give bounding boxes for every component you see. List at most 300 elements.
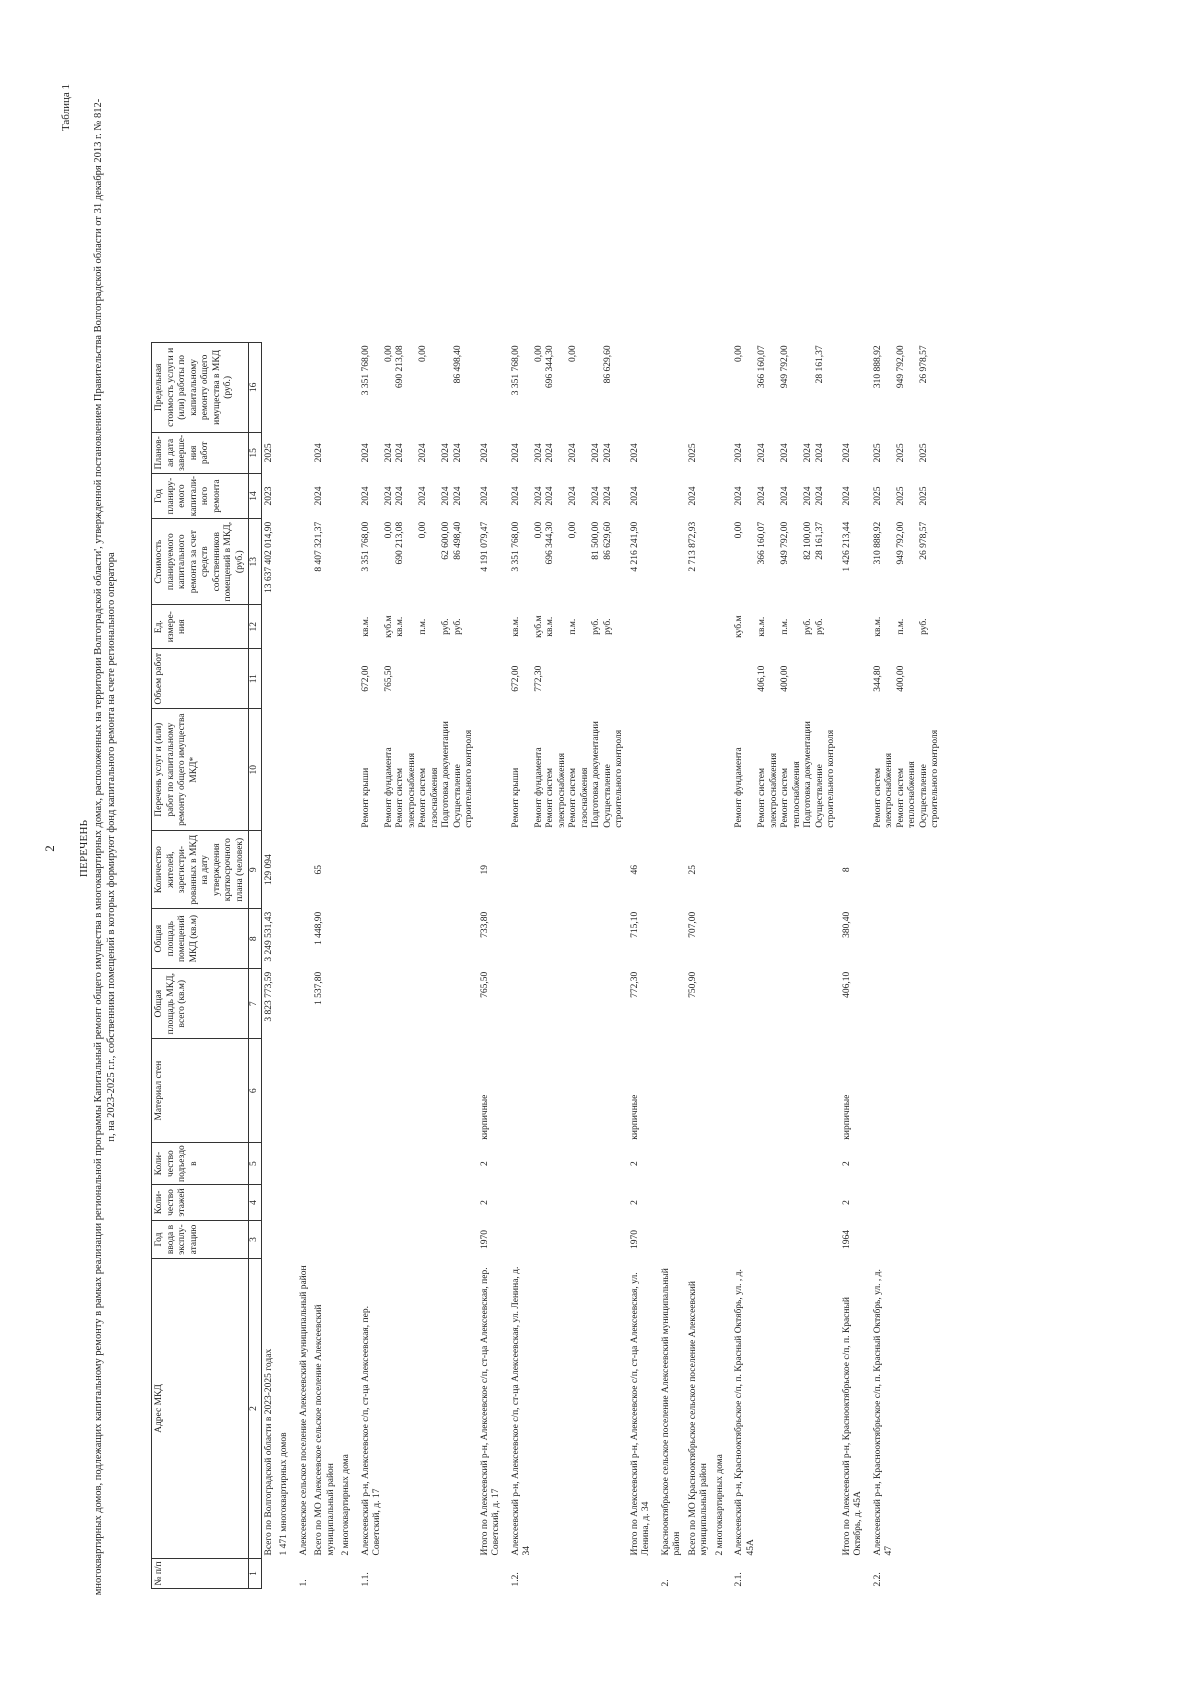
- cell-line: 1 426 213,44: [841, 521, 852, 572]
- table-cell-col11: [840, 649, 867, 709]
- table-cell-col6: [312, 1039, 339, 1143]
- table-cell-col11: [728, 649, 840, 709]
- cell-line: 2025: [895, 486, 906, 506]
- table-cell-col14: [867, 473, 944, 518]
- table-cell-col10: [277, 709, 293, 831]
- table-row: [312, 342, 339, 1588]
- table-cell-col10: [867, 709, 944, 831]
- cell-line: руб.: [441, 618, 451, 635]
- cell-line: электроснабжения: [884, 753, 894, 828]
- cell-line: 0,00: [383, 345, 394, 362]
- cell-line: Подготовка документации: [441, 721, 451, 828]
- table-cell-col11: [277, 649, 293, 709]
- column-number-12: 12: [249, 605, 262, 649]
- table-cell-col8: [713, 909, 729, 969]
- cell-line: [746, 712, 758, 828]
- table-body: [261, 342, 944, 1588]
- table-cell-col14: [713, 473, 729, 518]
- table-cell-col11: [339, 649, 355, 709]
- cell-line: 672,00: [360, 665, 371, 692]
- table-cell-col2: [655, 1259, 686, 1559]
- cell-line: Итого по Алексеевский р-н, Краснооктябрьское с/п, п. Красный Октябрь, д. 45А: [841, 1297, 863, 1556]
- table-cell-col6: [277, 1039, 293, 1143]
- table-header-row: [152, 342, 249, 1588]
- column-header-4: Коли-чество этажей: [152, 1185, 249, 1221]
- cell-line: 2024: [591, 486, 601, 506]
- table-cell-col16: [339, 342, 355, 432]
- cell-line: [884, 522, 896, 602]
- cell-line: 3 351 768,00: [510, 345, 521, 396]
- cell-line: кв.м.: [395, 616, 405, 637]
- table-cell-col14: [261, 473, 277, 518]
- cell-line: [522, 712, 534, 828]
- cell-line: 2024: [479, 486, 490, 506]
- table-cell-col11: [628, 649, 655, 709]
- table-cell-col4: [840, 1185, 867, 1221]
- cell-line: 2024: [814, 443, 825, 463]
- cell-line: [769, 522, 781, 602]
- table-cell-col15: [728, 432, 840, 473]
- cell-line: Алексеевское сельское поселение Алексеевский муниципальный район: [298, 1265, 309, 1556]
- table-cell-col7: [478, 969, 505, 1039]
- table-cell-col13: [312, 519, 339, 605]
- cell-line: 380,40: [841, 911, 852, 938]
- table-cell-col12: [261, 605, 277, 649]
- cell-line: 690 213,08: [395, 521, 405, 565]
- cell-line: 2024: [568, 443, 578, 463]
- table-cell-col14: [728, 473, 840, 518]
- table-cell-col11: [505, 649, 628, 709]
- cell-line: 8 407 321,37: [314, 521, 324, 572]
- table-cell-col5: [505, 1143, 628, 1185]
- column-header-1: № п/п: [152, 1559, 249, 1589]
- cell-line: 2024: [418, 443, 428, 463]
- table-cell-col16: [686, 342, 713, 432]
- cell-line: [792, 435, 804, 470]
- cell-line: 28 161,37: [814, 521, 825, 560]
- table-cell-col12: [686, 605, 713, 649]
- table-cell-col7: [728, 969, 840, 1039]
- cell-line: Ремонт систем: [395, 768, 405, 828]
- table-cell-col4: [355, 1185, 478, 1221]
- cell-line: [522, 345, 534, 429]
- table-cell-col16: [840, 342, 867, 432]
- cell-line: Ремонт систем: [568, 768, 578, 828]
- cell-line: 2024: [360, 486, 371, 506]
- cell-line: п.м.: [780, 618, 790, 635]
- table-cell-col12: [655, 605, 686, 649]
- table-cell-col1: [261, 1559, 277, 1589]
- cell-line: [407, 522, 419, 602]
- cell-line: 2: [479, 1161, 490, 1166]
- cell-line: кв.м.: [510, 616, 521, 637]
- cell-line: 2024: [757, 443, 767, 463]
- cell-line: [430, 476, 442, 515]
- table-cell-col2: [628, 1259, 655, 1559]
- table-cell-col4: [728, 1185, 840, 1221]
- table-row: [277, 342, 293, 1588]
- table-cell-col13: [728, 519, 840, 605]
- table-cell-col10: [355, 709, 478, 831]
- column-header-8: Общая площадь помещений МКД (кв.м): [152, 909, 249, 969]
- cell-line: кв.м.: [757, 616, 767, 637]
- cell-line: [522, 435, 534, 470]
- cell-line: 1970: [629, 1230, 640, 1249]
- repair-list-table: [151, 342, 944, 1589]
- table-cell-col2: [505, 1259, 628, 1559]
- cell-line: [580, 608, 592, 646]
- table-cell-col15: [867, 432, 944, 473]
- table-cell-col4: [686, 1185, 713, 1221]
- table-cell-col11: [478, 649, 505, 709]
- cell-line: 2024: [452, 486, 463, 506]
- cell-line: 0,00: [418, 345, 428, 362]
- table-cell-col5: [686, 1143, 713, 1185]
- table-cell-col9: [261, 831, 277, 909]
- cell-line: 310 888,92: [872, 345, 883, 389]
- table-cell-col5: [339, 1143, 355, 1185]
- table-cell-col9: [840, 831, 867, 909]
- cell-line: 2024: [629, 443, 640, 463]
- table-cell-col12: [628, 605, 655, 649]
- table-cell-col10: [728, 709, 840, 831]
- table-cell-col9: [686, 831, 713, 909]
- cell-line: 2024: [510, 443, 521, 463]
- cell-line: 2.2.: [872, 1572, 883, 1587]
- table-cell-col8: [655, 909, 686, 969]
- table-cell-col11: [686, 649, 713, 709]
- table-cell-col3: [261, 1221, 277, 1259]
- table-row: [840, 342, 867, 1588]
- table-cell-col12: [867, 605, 944, 649]
- cell-line: Всего по МО Краснооктябрьское сельское поселение Алексеевский муниципальный район: [687, 1281, 709, 1556]
- table-cell-col6: [655, 1039, 686, 1143]
- cell-line: [884, 652, 896, 706]
- cell-line: п.м.: [895, 618, 906, 635]
- cell-line: [884, 476, 896, 515]
- column-header-15: Планов-ая дата заверше-ния работ: [152, 432, 249, 473]
- table-cell-col14: [277, 473, 293, 518]
- cell-line: 2023: [263, 486, 274, 506]
- table-cell-col6: [840, 1039, 867, 1143]
- cell-line: Осуществление: [602, 764, 613, 828]
- table-cell-col8: [277, 909, 293, 969]
- table-cell-col12: [339, 605, 355, 649]
- table-cell-col14: [686, 473, 713, 518]
- table-cell-col15: [505, 432, 628, 473]
- column-header-10: Перечень услуг и (или) работ по капитальному ремонту общего имущества МКД*: [152, 709, 249, 831]
- cell-line: 2025: [895, 443, 906, 463]
- cell-line: 310 888,92: [872, 521, 883, 565]
- cell-line: 3 351 768,00: [360, 521, 371, 572]
- cell-line: [557, 522, 569, 602]
- table-cell-col9: [628, 831, 655, 909]
- table-cell-col1: [277, 1559, 293, 1589]
- cell-line: 2024: [734, 486, 744, 506]
- table-cell-col5: [628, 1143, 655, 1185]
- table-cell-col2: [277, 1259, 293, 1559]
- cell-line: руб.: [602, 618, 613, 635]
- cell-line: 765,50: [383, 665, 394, 692]
- table-cell-col13: [339, 519, 355, 605]
- cell-line: Осуществление: [452, 764, 463, 828]
- table-cell-col4: [655, 1185, 686, 1221]
- table-row: [261, 342, 277, 1588]
- cell-line: 2024: [545, 486, 555, 506]
- cell-line: Ремонт систем: [757, 768, 767, 828]
- table-cell-col13: [628, 519, 655, 605]
- cell-line: [746, 608, 758, 646]
- table-cell-col1: [867, 1559, 944, 1589]
- table-cell-col14: [840, 473, 867, 518]
- cell-line: 949 792,00: [780, 345, 790, 389]
- table-cell-col1: [655, 1559, 686, 1589]
- cell-line: [580, 522, 592, 602]
- column-number-3: 3: [249, 1221, 262, 1259]
- table-cell-col4: [277, 1185, 293, 1221]
- cell-line: 690 213,08: [395, 345, 405, 389]
- cell-line: [746, 476, 758, 515]
- table-cell-col13: [840, 519, 867, 605]
- cell-line: 2024: [591, 443, 601, 463]
- cell-line: [907, 345, 919, 429]
- table-cell-col4: [339, 1185, 355, 1221]
- table-cell-col6: [478, 1039, 505, 1143]
- table-cell-col16: [312, 342, 339, 432]
- cell-line: 406,10: [757, 665, 767, 692]
- table-cell-col4: [293, 1185, 313, 1221]
- cell-line: строительного контроля: [826, 729, 836, 828]
- cell-line: [907, 476, 919, 515]
- cell-line: Ремонт фундамента: [383, 747, 394, 828]
- cell-line: Ремонт систем: [780, 768, 790, 828]
- table-cell-col15: [840, 432, 867, 473]
- cell-line: [792, 476, 804, 515]
- table-cell-col13: [655, 519, 686, 605]
- table-cell-col4: [312, 1185, 339, 1221]
- cell-line: 19: [479, 864, 490, 875]
- cell-line: [407, 345, 419, 429]
- cell-line: [430, 435, 442, 470]
- cell-line: 2.1.: [734, 1572, 744, 1587]
- cell-line: 2 многоквартирных дома: [714, 1454, 725, 1556]
- table-row: [655, 342, 686, 1588]
- cell-line: п.м.: [418, 618, 428, 635]
- cell-line: 2024: [803, 443, 813, 463]
- cell-line: 3 249 531,43: [263, 911, 274, 962]
- cell-line: куб.м: [734, 615, 744, 638]
- table-cell-col14: [505, 473, 628, 518]
- column-header-5: Коли-чество подъездо в: [152, 1143, 249, 1185]
- table-cell-col6: [339, 1039, 355, 1143]
- cell-line: [372, 345, 384, 429]
- cell-line: 1.: [298, 1579, 309, 1587]
- column-header-16: Предельная стоимость услуги и (или) работы по капитальному ремонту общего имущества в МКД (руб.): [152, 342, 249, 432]
- cell-line: п.м.: [568, 618, 578, 635]
- cell-line: 2.: [660, 1579, 671, 1587]
- cell-line: 2024: [780, 443, 790, 463]
- table-cell-col10: [840, 709, 867, 831]
- table-cell-col3: [478, 1221, 505, 1259]
- column-header-3: Год ввода в эксплу-атацию: [152, 1221, 249, 1259]
- cell-line: 2025: [872, 486, 883, 506]
- cell-line: 2025: [687, 443, 698, 463]
- cell-line: 129 094: [263, 854, 274, 886]
- cell-line: Ремонт фундамента: [734, 747, 744, 828]
- cell-line: 86 629,60: [602, 521, 613, 560]
- table-cell-col5: [355, 1143, 478, 1185]
- cell-line: теплоснабжения: [791, 761, 802, 828]
- cell-line: руб.: [803, 618, 813, 635]
- repair-list-table-wrapper: [151, 342, 944, 1589]
- table-row: [686, 342, 713, 1588]
- cell-line: 0,00: [734, 345, 744, 362]
- table-cell-col9: [478, 831, 505, 909]
- table-cell-col13: [686, 519, 713, 605]
- table-cell-col4: [867, 1185, 944, 1221]
- table-cell-col10: [478, 709, 505, 831]
- cell-line: 2024: [314, 486, 324, 506]
- cell-line: 0,00: [533, 345, 544, 362]
- cell-line: кв.м.: [545, 616, 555, 637]
- table-cell-col10: [293, 709, 313, 831]
- table-cell-col12: [713, 605, 729, 649]
- cell-line: 696 344,30: [545, 521, 555, 565]
- table-cell-col8: [728, 909, 840, 969]
- table-cell-col10: [655, 709, 686, 831]
- cell-line: 2024: [395, 486, 405, 506]
- cell-line: 0,00: [383, 521, 394, 539]
- cell-line: электроснабжения: [768, 753, 779, 828]
- cell-line: [746, 345, 758, 429]
- table-cell-col2: [686, 1259, 713, 1559]
- table-cell-col13: [261, 519, 277, 605]
- table-cell-col16: [713, 342, 729, 432]
- table-cell-col8: [312, 909, 339, 969]
- cell-line: строительного контроля: [464, 729, 474, 828]
- cell-line: 2025: [918, 486, 929, 506]
- column-number-9: 9: [249, 831, 262, 909]
- cell-line: 672,00: [510, 665, 521, 692]
- column-number-13: 13: [249, 519, 262, 605]
- cell-line: теплоснабжения: [907, 761, 917, 828]
- cell-line: [430, 345, 442, 429]
- table-cell-col16: [261, 342, 277, 432]
- table-cell-col1: [840, 1559, 867, 1589]
- column-header-9: Количество жителей, зарегистри-рованных в МКД на дату утверждения краткосрочного плана (человек): [152, 831, 249, 909]
- cell-line: [522, 522, 534, 602]
- table-cell-col6: [261, 1039, 277, 1143]
- table-cell-col9: [713, 831, 729, 909]
- column-header-12: Ед. измере-ния: [152, 605, 249, 649]
- cell-line: 2024: [757, 486, 767, 506]
- table-cell-col11: [713, 649, 729, 709]
- cell-line: 2024: [314, 443, 324, 463]
- table-cell-col1: [728, 1559, 840, 1589]
- table-cell-col14: [293, 473, 313, 518]
- table-label: Таблица 1: [60, 84, 72, 132]
- cell-line: кв.м.: [872, 616, 883, 637]
- cell-line: 86 498,40: [452, 345, 463, 384]
- table-cell-col9: [277, 831, 293, 909]
- table-cell-col2: [293, 1259, 313, 1559]
- cell-line: 2024: [841, 443, 852, 463]
- table-cell-col2: [261, 1259, 277, 1559]
- cell-line: строительного контроля: [930, 729, 940, 828]
- table-cell-col9: [293, 831, 313, 909]
- cell-line: [884, 435, 896, 470]
- cell-line: [591, 345, 603, 429]
- table-cell-col8: [867, 909, 944, 969]
- cell-line: [769, 652, 781, 706]
- cell-line: кв.м.: [360, 616, 371, 637]
- table-cell-col10: [628, 709, 655, 831]
- table-cell-col16: [728, 342, 840, 432]
- table-cell-col3: [312, 1221, 339, 1259]
- table-cell-col12: [277, 605, 293, 649]
- cell-line: 2024: [383, 486, 394, 506]
- column-number-16: 16: [249, 342, 262, 432]
- table-cell-col13: [277, 519, 293, 605]
- cell-line: [557, 608, 569, 646]
- column-header-14: Год планиру-емого капитали-ного ремонта: [152, 473, 249, 518]
- cell-line: 2024: [814, 486, 825, 506]
- table-cell-col1: [312, 1559, 339, 1589]
- cell-line: 949 792,00: [780, 521, 790, 565]
- cell-line: Подготовка документации: [591, 721, 601, 828]
- cell-line: Ремонт систем: [418, 768, 428, 828]
- column-number-10: 10: [249, 709, 262, 831]
- table-cell-col16: [478, 342, 505, 432]
- table-cell-col5: [312, 1143, 339, 1185]
- cell-line: газоснабжения: [429, 767, 440, 828]
- table-cell-col12: [355, 605, 478, 649]
- document-subtitle: многоквартирных домов, подлежащих капитальному ремонту в рамках реализации региональной программы Капитальный ремонт общего имущества в многоквартирных домах, расположенных на территории Волгоградской области', утвержденной постановлением Правительства Волгоградской области от 31 декабря 2013 г. № 812-п, на 2023-2025 г.г., собственники помещений в которых формируют фонд капитального ремонта на счете регионального оператора: [93, 98, 117, 1596]
- table-cell-col3: [355, 1221, 478, 1259]
- table-cell-col6: [686, 1039, 713, 1143]
- cell-line: 366 160,07: [757, 345, 767, 389]
- column-number-15: 15: [249, 432, 262, 473]
- cell-line: 3 351 768,00: [510, 521, 521, 572]
- cell-line: Алексеевский р-н, Алексеевское с/п, ст-ца Алексеевская, пер. Советский, д. 17: [360, 1306, 382, 1556]
- table-cell-col4: [628, 1185, 655, 1221]
- table-cell-col15: [686, 432, 713, 473]
- cell-line: Алексеевский р-н, Краснооктябрьское с/п, п. Красный Октябрь, ул. , д. 47: [872, 1269, 894, 1556]
- cell-line: 2: [479, 1200, 490, 1205]
- cell-line: 1 448,90: [314, 911, 324, 945]
- cell-line: 2 многоквартирных дома: [341, 1454, 351, 1556]
- cell-line: 949 792,00: [895, 345, 906, 389]
- table-cell-col10: [261, 709, 277, 831]
- cell-line: куб.м: [533, 615, 544, 638]
- cell-line: 2024: [533, 486, 544, 506]
- table-cell-col7: [339, 969, 355, 1039]
- table-cell-col6: [867, 1039, 944, 1143]
- cell-line: [769, 435, 781, 470]
- table-cell-col5: [840, 1143, 867, 1185]
- cell-line: 1 537,80: [314, 971, 324, 1005]
- table-cell-col6: [505, 1039, 628, 1143]
- cell-line: 750,90: [687, 971, 698, 998]
- cell-line: [792, 345, 804, 429]
- cell-line: Краснооктябрьское сельское поселение Алексеевский муниципальный район: [660, 1268, 682, 1556]
- cell-line: Итого по Алексеевский р-н, Алексеевское с/п, ст-ца Алексеевская, ул. Ленина, д. 34: [629, 1272, 651, 1556]
- table-cell-col13: [293, 519, 313, 605]
- table-cell-col12: [840, 605, 867, 649]
- cell-line: [430, 608, 442, 646]
- column-number-1: 1: [249, 1559, 262, 1589]
- cell-line: руб.: [918, 618, 929, 635]
